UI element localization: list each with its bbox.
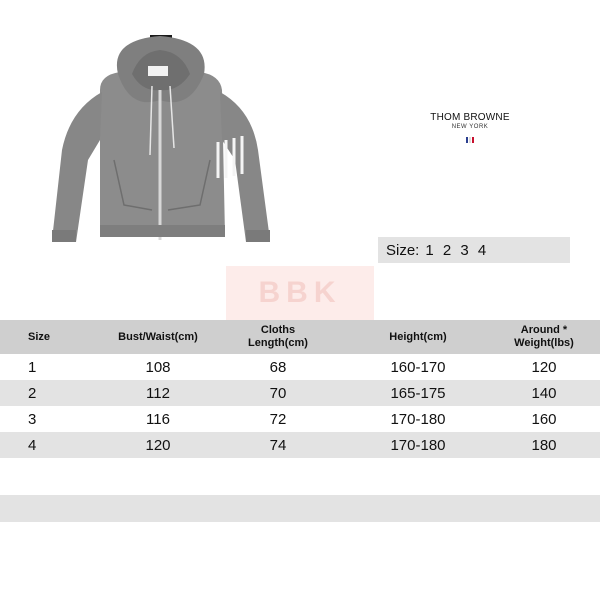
header-length-line2: Length(cm) xyxy=(248,337,308,349)
cell-length: 70 xyxy=(208,380,348,406)
cell-weight: 120 xyxy=(531,358,557,376)
cell-length: 72 xyxy=(269,410,287,428)
brand-subtitle: NEW YORK xyxy=(451,124,489,130)
header-weight xyxy=(488,320,600,354)
footer-bar xyxy=(0,495,600,522)
header-height: Height(cm) xyxy=(348,320,488,354)
header-size: Size xyxy=(0,320,108,354)
cell-size: 2 xyxy=(0,380,108,406)
header-length-line1: Cloths xyxy=(260,324,296,336)
table-row xyxy=(0,432,600,458)
cell-height: 170-180 xyxy=(390,410,446,428)
watermark: BBK xyxy=(226,266,374,320)
cell-bust: 116 xyxy=(146,410,170,428)
size-option: 2 xyxy=(442,241,452,259)
cell-length: 74 xyxy=(208,432,348,458)
cell-weight: 180 xyxy=(488,432,600,458)
table-header-row xyxy=(0,320,600,354)
cell-length: 68 xyxy=(269,358,287,376)
cell-height: 170-180 xyxy=(348,432,488,458)
header-weight-line1: Around * xyxy=(520,324,568,336)
tricolor-flag-icon xyxy=(466,137,475,143)
cell-size: 4 xyxy=(0,432,108,458)
size-option: 3 xyxy=(460,241,469,259)
hoodie-illustration xyxy=(40,30,280,260)
cell-height: 160-170 xyxy=(390,358,446,376)
header-bust: Bust/Waist(cm) xyxy=(108,320,208,354)
size-label: Size: xyxy=(386,241,420,259)
product-image xyxy=(40,30,280,260)
cell-weight: 140 xyxy=(488,380,600,406)
brand-logo xyxy=(425,112,515,148)
header-weight-line2: Weight(lbs) xyxy=(514,337,574,349)
header-length xyxy=(208,320,348,354)
cell-size: 1 xyxy=(28,358,37,376)
cell-bust: 112 xyxy=(108,380,208,406)
size-option: 4 xyxy=(477,241,487,259)
cell-height: 165-175 xyxy=(348,380,488,406)
table-row xyxy=(0,406,600,432)
brand-name: THOM BROWNE xyxy=(430,112,510,123)
cell-size: 3 xyxy=(28,410,37,428)
size-chart-table xyxy=(0,320,600,458)
table-row xyxy=(0,354,600,380)
size-option: 1 xyxy=(425,241,434,259)
cell-bust: 120 xyxy=(108,432,208,458)
cell-weight: 160 xyxy=(531,410,557,428)
table-row xyxy=(0,380,600,406)
cell-bust: 108 xyxy=(145,358,171,376)
size-options-bar xyxy=(378,237,570,263)
